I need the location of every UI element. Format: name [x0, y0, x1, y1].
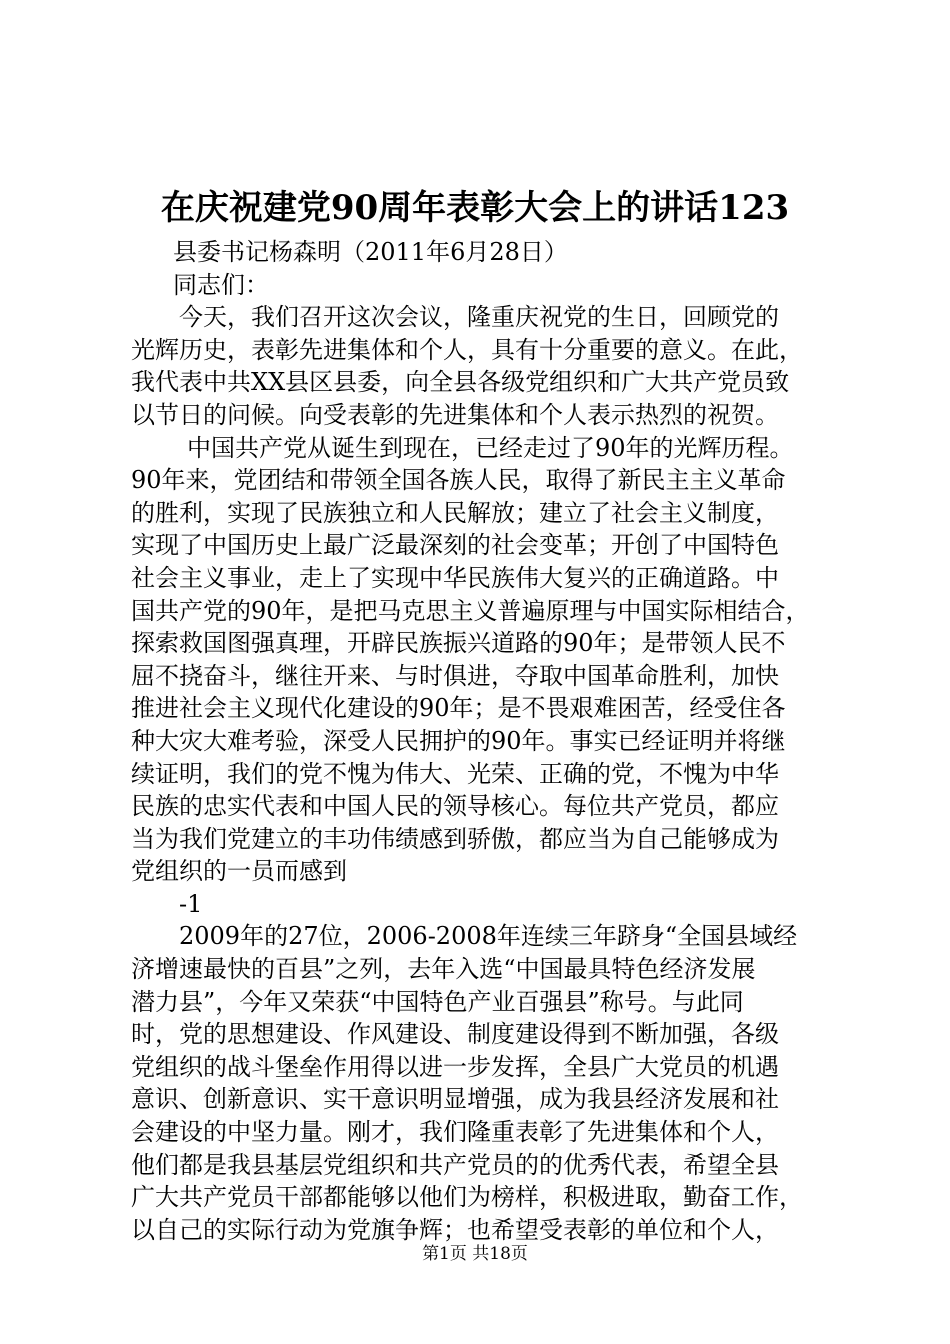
paragraph-line: 2009年的27位，2006-2008年连续三年跻身“全国县域经	[179, 922, 798, 951]
author-date-line: 县委书记杨森明（2011年6月28日）	[173, 238, 568, 266]
paragraph-line: 意识、创新意识、实干意识明显增强，成为我县经济发展和社	[131, 1085, 779, 1114]
page-marker-line: -1	[179, 889, 203, 918]
paragraph-line: 潜力县”，今年又荣获“中国特色产业百强县”称号。与此同	[131, 987, 744, 1016]
paragraph-line: 当为我们党建立的丰功伟绩感到骄傲，都应当为自己能够成为	[131, 824, 779, 853]
document-title: 在庆祝建党90周年表彰大会上的讲话123	[160, 188, 790, 228]
paragraph-line: 以节日的问候。向受表彰的先进集体和个人表示热烈的祝贺。	[131, 400, 779, 429]
paragraph-line: 济增速最快的百县”之列，去年入选“中国最具特色经济发展	[131, 955, 756, 984]
paragraph-line: 党组织的一员而感到	[131, 857, 347, 886]
paragraph-line: 今天，我们召开这次会议，隆重庆祝党的生日，回顾党的	[179, 303, 779, 332]
page-footer: 第1页 共18页	[422, 1244, 528, 1264]
paragraph-line: 光辉历史，表彰先进集体和个人，具有十分重要的意义。在此，	[131, 335, 803, 364]
paragraph-line: 以自己的实际行动为党旗争辉；也希望受表彰的单位和个人，	[131, 1215, 779, 1244]
paragraph-line: 屈不挠奋斗，继往开来、与时俱进，夺取中国革命胜利，加快	[131, 661, 779, 690]
paragraph-line: 推进社会主义现代化建设的90年；是不畏艰难困苦，经受住各	[131, 694, 786, 723]
paragraph-line: 会建设的中坚力量。刚才，我们隆重表彰了先进集体和个人，	[131, 1118, 779, 1147]
paragraph-line: 90年来，党团结和带领全国各族人民，取得了新民主主义革命	[131, 466, 786, 495]
paragraph-line: 广大共产党员干部都能够以他们为榜样，积极进取，勤奋工作，	[131, 1183, 803, 1212]
paragraph-line: 时，党的思想建设、作风建设、制度建设得到不断加强，各级	[131, 1020, 779, 1049]
paragraph-line: 我代表中共XX县区县委，向全县各级党组织和广大共产党员致	[131, 368, 790, 397]
paragraph-line: 探索救国图强真理，开辟民族振兴道路的90年；是带领人民不	[131, 629, 786, 658]
paragraph-line: 种大灾大难考验，深受人民拥护的90年。事实已经证明并将继	[131, 726, 786, 755]
salutation-line: 同志们：	[173, 270, 269, 299]
paragraph-line: 国共产党的90年，是把马克思主义普遍原理与中国实际相结合，	[131, 596, 810, 625]
paragraph-line: 续证明，我们的党不愧为伟大、光荣、正确的党，不愧为中华	[131, 759, 779, 788]
paragraph-line: 实现了中国历史上最广泛最深刻的社会变革；开创了中国特色	[131, 531, 779, 560]
paragraph-line: 社会主义事业，走上了实现中华民族伟大复兴的正确道路。中	[131, 563, 779, 592]
paragraph-line: 中国共产党从诞生到现在，已经走过了90年的光辉历程。	[187, 433, 794, 462]
paragraph-line: 他们都是我县基层党组织和共产党员的的优秀代表，希望全县	[131, 1150, 779, 1179]
paragraph-line: 民族的忠实代表和中国人民的领导核心。每位共产党员，都应	[131, 792, 779, 821]
paragraph-line: 的胜利，实现了民族独立和人民解放；建立了社会主义制度，	[131, 498, 779, 527]
document-body	[131, 236, 855, 1246]
paragraph-line: 党组织的战斗堡垒作用得以进一步发挥，全县广大党员的机遇	[131, 1052, 779, 1081]
